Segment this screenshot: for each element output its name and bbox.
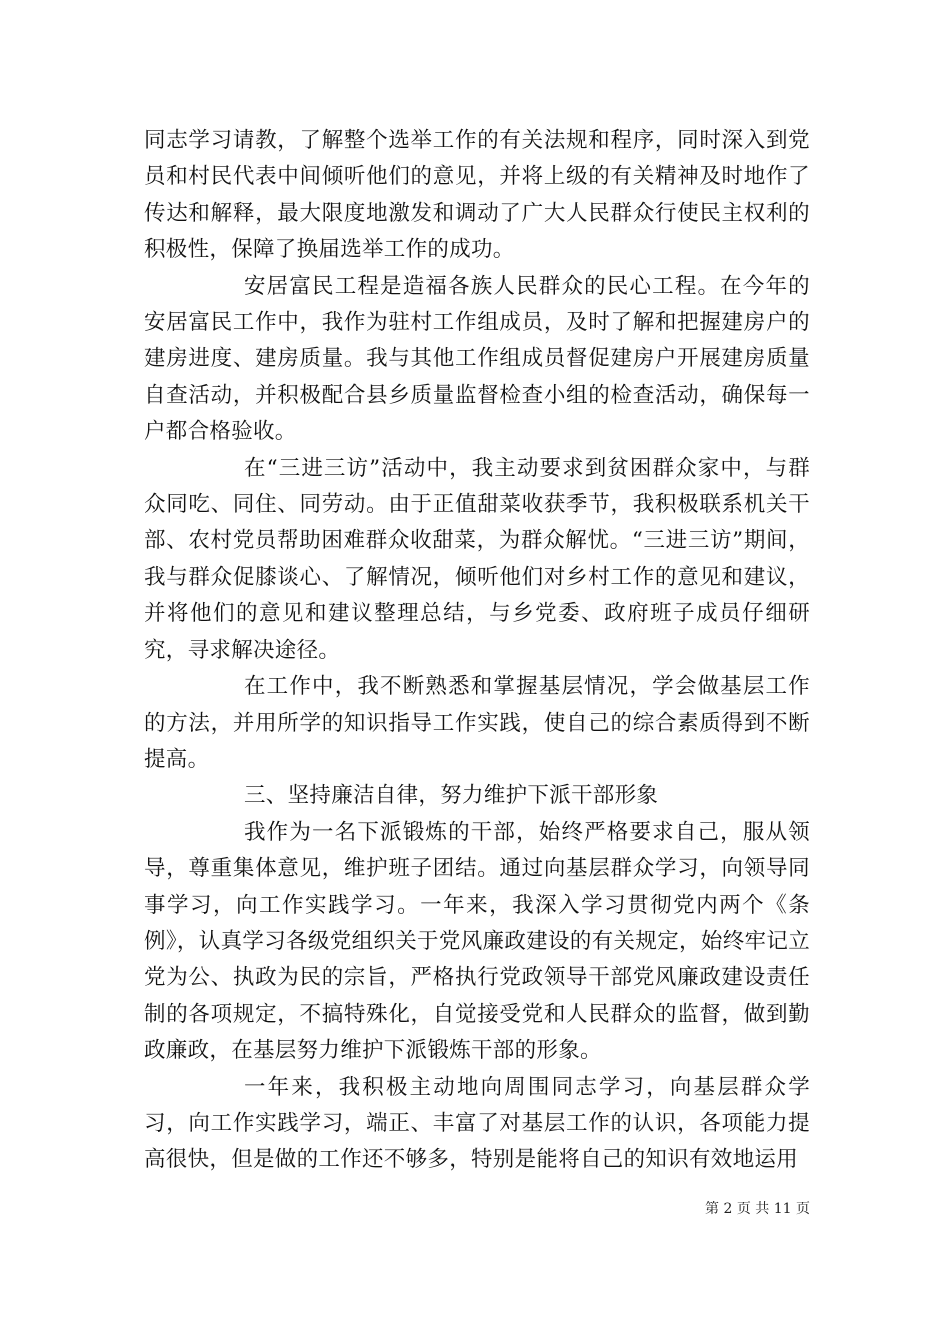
page-number-footer: 第 2 页 共 11 页	[705, 1201, 810, 1217]
paragraph-three-visits: 在“三进三访”活动中，我主动要求到贫困群众家中，与群众同吃、同住、同劳动。由于正值甜菜收获季节，我积极联系机关干部、农村党员帮助困难群众收甜菜，为群众解忧。“三进三访”期间，我与群众促膝谈心、了解情况，倾听他们对乡村工作的意见和建议，并将他们的意见和建议整理总结，与乡党委、政府班子成员仔细研究，寻求解决途径。	[144, 455, 810, 663]
paragraph-year-summary: 一年来，我积极主动地向周围同志学习，向基层群众学习，向工作实践学习，端正、丰富了对基层工作的认识，各项能力提高很快，但是做的工作还不够多，特别是能将自己的知识有效地运用	[144, 1074, 810, 1173]
paragraph-grassroots-work: 在工作中，我不断熟悉和掌握基层情况，学会做基层工作的方法，并用所学的知识指导工作实践，使自己的综合素质得到不断提高。	[144, 674, 810, 772]
paragraph-election: 同志学习请教，了解整个选举工作的有关法规和程序，同时深入到党员和村民代表中间倾听他们的意见，并将上级的有关精神及时地作了传达和解释，最大限度地激发和调动了广大人民群众行使民主权利的积极性，保障了换届选举工作的成功。	[144, 128, 810, 263]
paragraph-integrity: 我作为一名下派锻炼的干部，始终严格要求自己，服从领导，尊重集体意见，维护班子团结。通过向基层群众学习，向领导同事学习，向工作实践学习。一年来，我深入学习贯彻党内两个《条例》，认真学习各级党组织关于党风廉政建设的有关规定，始终牢记立党为公、执政为民的宗旨，严格执行党政领导干部党风廉政建设责任制的各项规定，不搞特殊化，自觉接受党和人民群众的监督，做到勤政廉政，在基层努力维护下派锻炼干部的形象。	[144, 819, 810, 1064]
section-heading: 三、坚持廉洁自律，努力维护下派干部形象	[244, 783, 659, 809]
document-body	[144, 123, 810, 1179]
paragraph-housing-project: 安居富民工程是造福各族人民群众的民心工程。在今年的安居富民工作中，我作为驻村工作组成员，及时了解和把握建房户的建房进度、建房质量。我与其他工作组成员督促建房户开展建房质量自查活动，并积极配合县乡质量监督检查小组的检查活动，确保每一户都合格验收。	[144, 273, 810, 445]
